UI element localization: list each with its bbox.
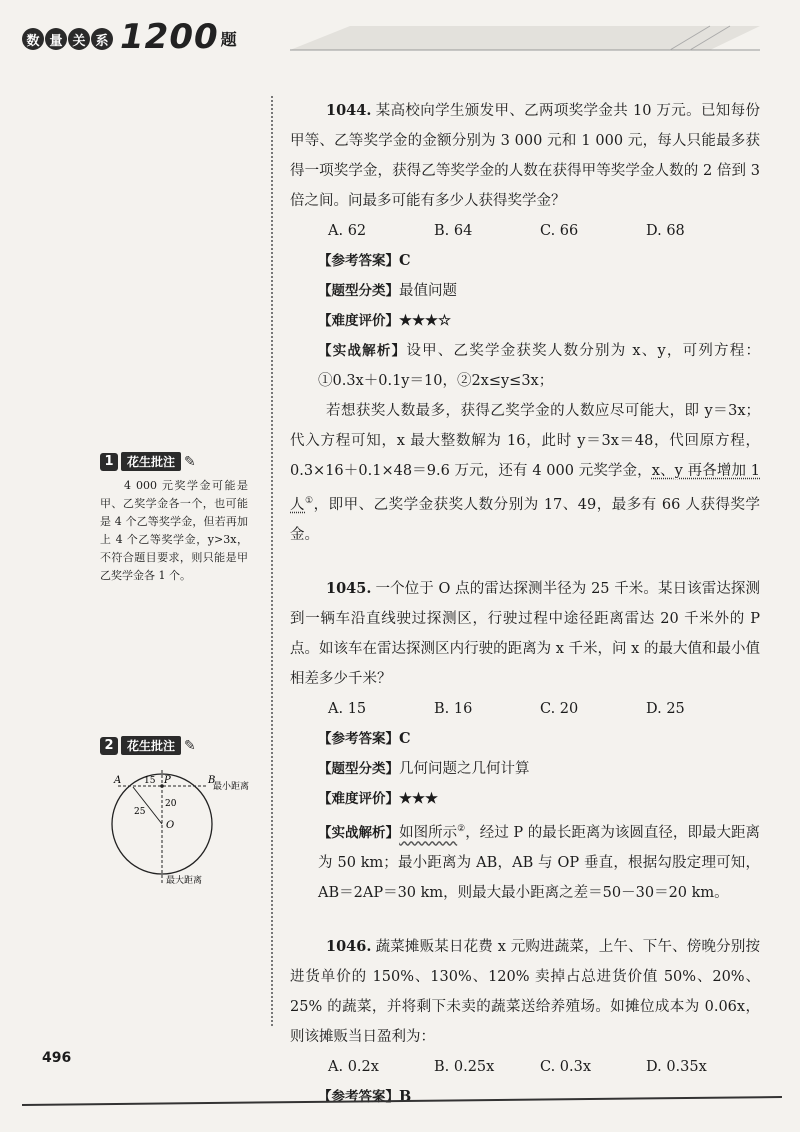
- header-char: 数: [22, 28, 44, 50]
- option-c: C. 0.3x: [540, 1058, 592, 1075]
- segment-ap-label: 15: [144, 776, 156, 786]
- note-number: 2: [100, 737, 118, 755]
- analysis: 【实战解析】如图所示②，经过 P 的最长距离为该圆直径，即最大距离为 50 km；最小距离为 AB，AB 与 OP 垂直，根据勾股定理可知，AB＝2AP＝30 km，则最大最小距离之差＝50－30＝20 km。: [318, 823, 761, 901]
- option-d: D. 68: [646, 223, 685, 239]
- option-d: D. 0.35x: [646, 1058, 707, 1075]
- options: [290, 694, 760, 724]
- option-c: C. 20: [540, 700, 579, 717]
- options: [290, 1052, 760, 1082]
- difficulty-row: 【难度评价】★★★: [318, 789, 438, 807]
- header-suffix: 题: [220, 30, 237, 49]
- point-b-label: B: [208, 775, 216, 786]
- option-d: D. 25: [646, 700, 685, 717]
- main-column: [290, 96, 760, 1112]
- question-1046: [290, 932, 760, 1112]
- note-ref-2: ②: [457, 823, 466, 834]
- option-a: A. 62: [328, 223, 367, 239]
- side-note-1: [100, 452, 248, 585]
- point-o-label: O: [166, 820, 175, 831]
- question-number: 1046.: [326, 937, 372, 955]
- segment-op-label: 20: [165, 799, 177, 809]
- side-note-2: [100, 736, 196, 755]
- question-1044: [290, 96, 760, 550]
- radius-label: 25: [134, 807, 146, 817]
- header-char: 关: [68, 28, 90, 50]
- note-title: 花生批注: [121, 452, 181, 471]
- option-b: B. 0.25x: [434, 1058, 495, 1075]
- note-title: 花生批注: [121, 736, 181, 755]
- type-value: 最值问题: [399, 283, 457, 299]
- page-number: 496: [42, 1050, 72, 1066]
- answer-value: C: [399, 252, 411, 269]
- question-text: 蔬菜摊贩某日花费 x 元购进蔬菜，上午、下午、傍晚分别按进货单价的 150%、130%、120% 卖掉占总进货价值 50%、20%、25% 的蔬菜，并将剩下未卖的蔬菜送给养殖场。如摊位成本为 0.06x，则该摊贩当日盈利为：: [290, 938, 760, 1045]
- answer-row: 【参考答案】C: [318, 729, 411, 747]
- question-1045: [290, 574, 760, 908]
- difficulty-row: 【难度评价】★★★☆: [318, 312, 451, 329]
- type-value: 几何问题之几何计算: [399, 760, 530, 777]
- question-number: 1044.: [326, 102, 372, 119]
- header-char: 系: [91, 28, 113, 50]
- header-number: 1200: [120, 17, 219, 57]
- header-char: 量: [45, 28, 67, 50]
- question-text: 某高校向学生颁发甲、乙两项奖学金共 10 万元。已知每份甲等、乙等奖学金的金额分别为 3 000 元和 1 000 元，每人只能最多获得一项奖学金，获得乙等奖学金的人数在获得甲等奖学金人数的 2 倍到 3 倍之间。问最多可能有多少人获得奖学金？: [290, 103, 760, 209]
- book-header: [22, 14, 237, 57]
- option-c: C. 66: [540, 223, 579, 239]
- point-a-label: A: [114, 775, 122, 786]
- options: [290, 216, 760, 246]
- note-text: 4 000 元奖学金可能是甲、乙奖学金各一个，也可能是 4 个乙等奖学金，但若再加上 4 个乙等奖学金，y>3x，不符合题目要求，则只能是甲乙奖学金各 1 个。: [100, 479, 248, 582]
- question-number: 1045.: [326, 579, 372, 597]
- difficulty-stars: ★★★: [399, 789, 438, 807]
- pen-icon: ✎: [184, 737, 196, 754]
- difficulty-stars: ★★★☆: [399, 312, 451, 329]
- analysis-1: 【实战解析】设甲、乙奖学金获奖人数分别为 x、y，可列方程：①0.3x＋0.1y＝10，②2x≤y≤3x；: [318, 343, 761, 389]
- answer-value: B: [399, 1087, 412, 1105]
- header-stripes: [290, 22, 770, 52]
- option-a: A. 15: [328, 700, 367, 717]
- column-divider: [271, 96, 273, 1026]
- note-number: 1: [100, 453, 118, 471]
- point-p-label: P: [164, 775, 171, 786]
- min-distance-label: 最小距离: [213, 782, 250, 792]
- answer-row: 【参考答案】B: [318, 1087, 412, 1105]
- analysis-2: 若想获奖人数最多，获得乙奖学金的人数应尽可能大，即 y＝3x；代入方程可知，x 最大整数解为 16，此时 y＝3x＝48，代回原方程，0.3×16＋0.1×48＝9.6 万元，还有 4 000 元奖学金，x、y 再各增加 1 人①，即甲、乙奖学金获奖人数分别为 17、49，最多有 66 人获得奖学金。: [290, 403, 761, 543]
- circle-diagram: [100, 766, 265, 888]
- question-text: 一个位于 O 点的雷达探测半径为 25 千米。某日该雷达探测到一辆车沿直线驶过探测区，行驶过程中途径距离雷达 20 千米外的 P 点。如该车在雷达探测区内行驶的距离为 x 千米，问 x 的最大值和最小值相差多少千米？: [290, 580, 760, 687]
- answer-row: 【参考答案】C: [318, 252, 411, 269]
- option-b: B. 64: [434, 223, 473, 239]
- type-row: 【题型分类】最值问题: [318, 283, 457, 299]
- answer-value: C: [399, 729, 411, 747]
- max-distance-label: 最大距离: [166, 876, 203, 886]
- pen-icon: ✎: [184, 453, 196, 470]
- note-ref-1: ①: [305, 496, 314, 506]
- type-row: 【题型分类】几何问题之几何计算: [318, 760, 530, 777]
- option-a: A. 0.2x: [328, 1058, 379, 1075]
- option-b: B. 16: [434, 700, 473, 717]
